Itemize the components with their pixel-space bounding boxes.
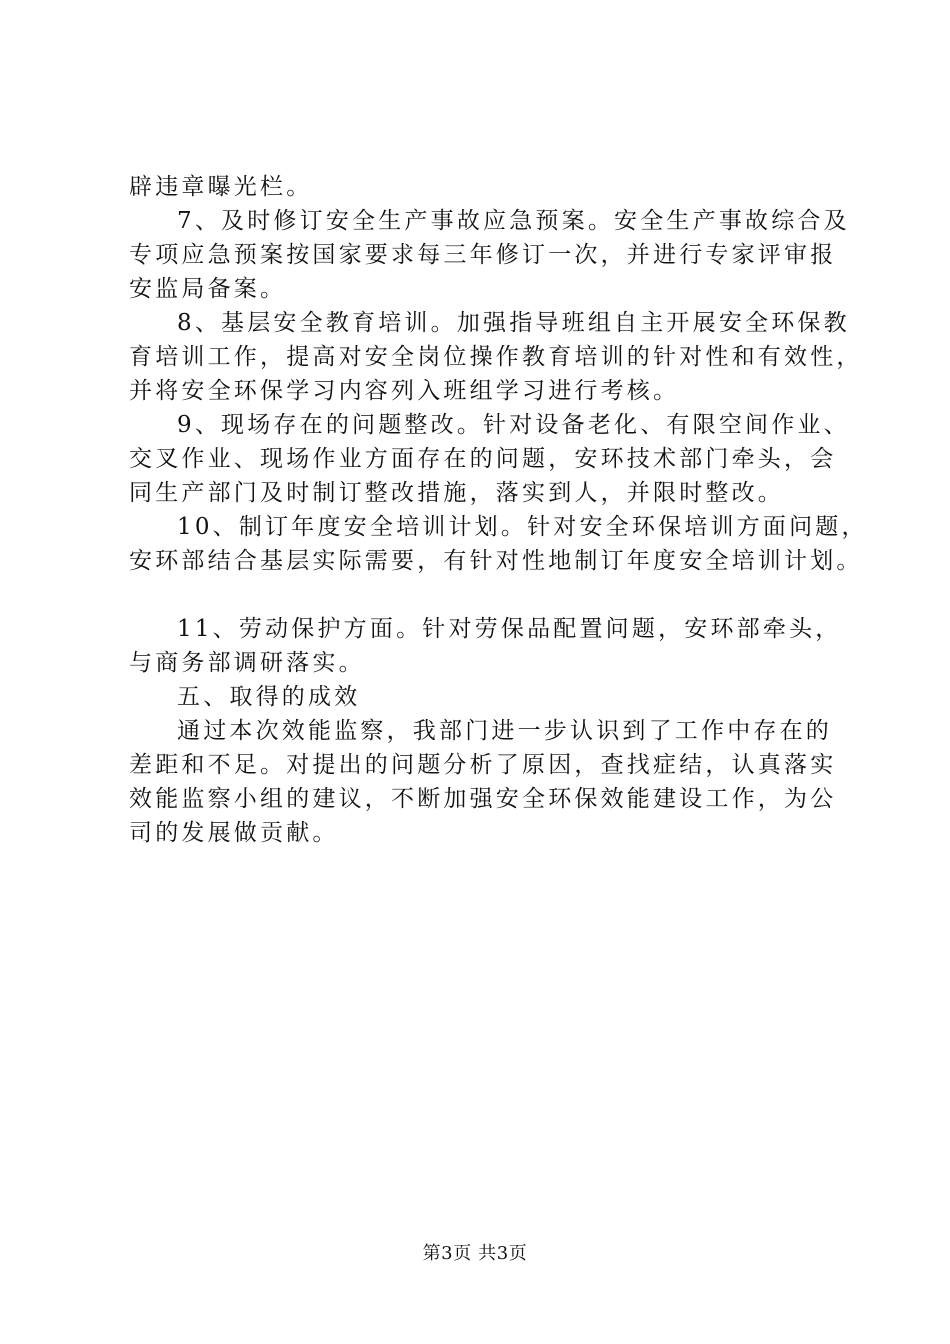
list-item-9-line-2: 交叉作业、现场作业方面存在的问题，安环技术部门牵头，会 [129,446,837,472]
list-item-8-line-2: 育培训工作，提高对安全岗位操作教育培训的针对性和有效性， [129,344,863,370]
list-item-8-line-1: 8、基层安全教育培训。加强指导班组自主开展安全环保教 [177,310,850,336]
document-body [129,170,868,850]
page-footer: 第3页 共3页 [422,1243,528,1264]
summary-line-2: 差距和不足。对提出的问题分析了原因，查找症结，认真落实 [129,752,837,778]
list-item-7-line-1: 7、及时修订安全生产事故应急预案。安全生产事故综合及 [177,208,850,234]
list-item-10-line-1: 10、制订年度安全培训计划。针对安全环保培训方面问题， [177,514,868,540]
list-item-10-line-2: 安环部结合基层实际需要，有针对性地制订年度安全培训计划。 [129,548,863,574]
summary-line-1: 通过本次效能监察，我部门进一步认识到了工作中存在的 [177,718,832,744]
summary-line-3: 效能监察小组的建议，不断加强安全环保效能建设工作，为公 [129,786,837,812]
summary-line-4: 司的发展做贡献。 [129,820,339,846]
list-item-11-line-1: 11、劳动保护方面。针对劳保品配置问题，安环部牵头， [177,616,842,642]
list-item-7-line-3: 安监局备案。 [129,276,287,302]
list-item-11-line-2: 与商务部调研落实。 [129,650,365,676]
list-item-8-line-3: 并将安全环保学习内容列入班组学习进行考核。 [129,378,680,404]
list-item-7-line-2: 专项应急预案按国家要求每三年修订一次，并进行专家评审报 [129,242,837,268]
paragraph-line: 辟违章曝光栏。 [129,174,313,200]
list-item-9-line-1: 9、现场存在的问题整改。针对设备老化、有限空间作业、 [177,412,850,438]
list-item-9-line-3: 同生产部门及时制订整改措施，落实到人，并限时整改。 [129,480,784,506]
section-heading: 五、取得的成效 [177,684,361,710]
